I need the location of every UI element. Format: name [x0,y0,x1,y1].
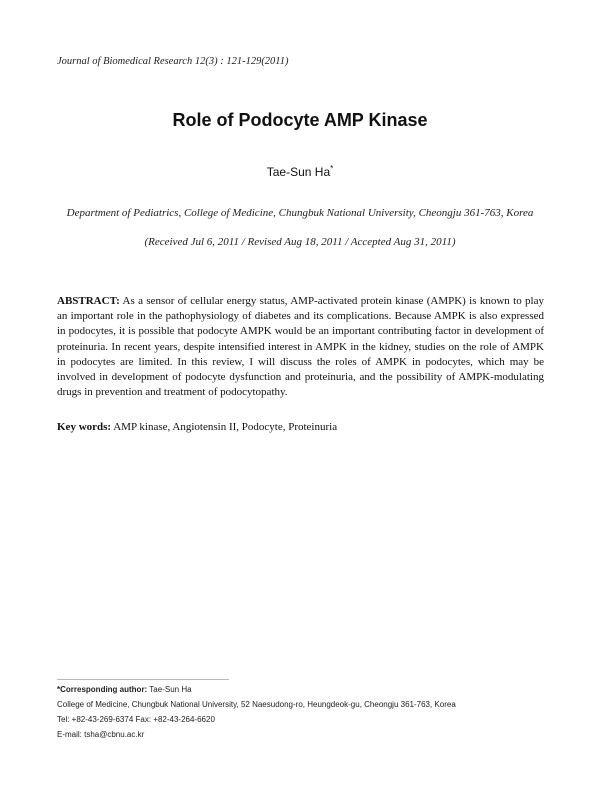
corresponding-author [57,685,557,694]
abstract-text: As a sensor of cellular energy status, AMP-activated protein kinase (AMPK) is known to play an important role in the pathophysiology of diabetes and its complications. Because AMPK is also expressed in podocytes, it is possible that podocyte AMPK would be an important contributing factor in development of proteinuria. In recent years, despite intensified interest in AMPK in the kidney, studies on the role of AMPK in podocytes are limited. In this review, I will discuss the roles of AMPK in podocytes, which may be involved in development of podocyte dysfunction and proteinuria, and the possibility of AMPK-modulating drugs in prevention and treatment of podocytopathy. [57,295,544,399]
abstract [57,294,544,400]
author-phone: Tel: +82-43-269-6374 Fax: +82-43-264-6620 [57,715,215,724]
affiliation: Department of Pediatrics, College of Medicine, Chungbuk National University, Cheongju 361-763, Korea [66,207,534,219]
author-mark: * [330,164,334,173]
author-address: College of Medicine, Chungbuk National University, 52 Naesudong-ro, Heungdeok-gu, Cheongju 361-763, Korea [57,700,456,709]
keywords [57,421,544,433]
paper-title: Role of Podocyte AMP Kinase [172,110,428,130]
author-email: E-mail: tsha@cbnu.ac.kr [57,730,145,739]
journal-citation: Journal of Biomedical Research 12(3) : 121-129(2011) [57,56,289,67]
received-dates: (Received Jul 6, 2011 / Revised Aug 18, 2011 / Accepted Aug 31, 2011) [144,236,456,248]
corresponding-name: Tae-Sun Ha [149,685,192,694]
abstract-label: ABSTRACT: [57,295,120,307]
keywords-text: AMP kinase, Angiotensin II, Podocyte, Proteinuria [113,421,338,433]
corresponding-label: *Corresponding author: [57,685,148,694]
keywords-label: Key words: [57,421,112,433]
footnote-divider [57,679,229,680]
author-name: Tae-Sun Ha [266,165,331,179]
author-line [0,164,600,179]
